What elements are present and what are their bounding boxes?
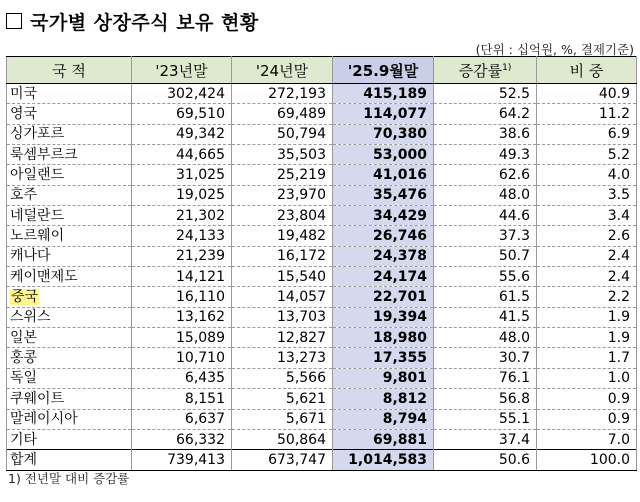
country-cell: 합계: [7, 450, 132, 470]
value-2024-cell: 5,671: [232, 409, 333, 429]
header-2023: '23년말: [132, 57, 232, 84]
share-cell: 3.4: [537, 206, 637, 226]
share-cell: 2.2: [537, 287, 637, 307]
table-row: [7, 226, 637, 246]
value-2025-cell: 24,174: [333, 267, 434, 287]
change-cell: 37.3: [434, 226, 537, 246]
change-cell: 48.0: [434, 328, 537, 348]
header-share: 비 중: [537, 57, 637, 84]
change-cell: 56.8: [434, 389, 537, 409]
share-cell: 2.6: [537, 226, 637, 246]
value-2023-cell: 16,110: [132, 287, 232, 307]
country-cell: 룩셈부르크: [7, 145, 132, 165]
value-2023-cell: 10,710: [132, 348, 232, 368]
table-header-row: [7, 57, 637, 84]
change-cell: 38.6: [434, 124, 537, 144]
value-2023-cell: 31,025: [132, 165, 232, 185]
highlighted-country-label: 중국: [11, 289, 39, 306]
change-cell: 55.1: [434, 409, 537, 429]
value-2024-cell: 12,827: [232, 328, 333, 348]
value-2023-cell: 66,332: [132, 429, 232, 449]
share-cell: 40.9: [537, 84, 637, 104]
table-row: [7, 389, 637, 409]
value-2023-cell: 44,665: [132, 145, 232, 165]
value-2023-cell: 49,342: [132, 124, 232, 144]
value-2025-cell: 34,429: [333, 206, 434, 226]
country-cell: 케이맨제도: [7, 267, 132, 287]
change-cell: 76.1: [434, 368, 537, 388]
header-2024: '24년말: [232, 57, 333, 84]
share-cell: 100.0: [537, 450, 637, 470]
country-cell: 노르웨이: [7, 226, 132, 246]
country-cell: 영국: [7, 104, 132, 124]
holdings-table: [6, 56, 637, 471]
table-row: [7, 368, 637, 388]
share-cell: 1.9: [537, 328, 637, 348]
table-row: [7, 145, 637, 165]
country-cell: 네덜란드: [7, 206, 132, 226]
change-cell: 61.5: [434, 287, 537, 307]
country-cell: [7, 287, 132, 307]
value-2025-cell: 1,014,583: [333, 450, 434, 470]
value-2024-cell: 5,566: [232, 368, 333, 388]
share-cell: 6.9: [537, 124, 637, 144]
value-2023-cell: 21,239: [132, 246, 232, 266]
share-cell: 1.9: [537, 307, 637, 327]
value-2024-cell: 25,219: [232, 165, 333, 185]
title-row: [6, 8, 259, 34]
value-2023-cell: 6,637: [132, 409, 232, 429]
value-2025-cell: 26,746: [333, 226, 434, 246]
value-2023-cell: 24,133: [132, 226, 232, 246]
value-2024-cell: 50,794: [232, 124, 333, 144]
share-cell: 2.4: [537, 267, 637, 287]
country-cell: 말레이시아: [7, 409, 132, 429]
table-row: [7, 185, 637, 205]
value-2025-cell: 70,380: [333, 124, 434, 144]
share-cell: 1.0: [537, 368, 637, 388]
value-2024-cell: 14,057: [232, 287, 333, 307]
value-2023-cell: 8,151: [132, 389, 232, 409]
country-cell: 호주: [7, 185, 132, 205]
footnote: 1) 전년말 대비 증감률: [8, 471, 130, 486]
value-2024-cell: 5,621: [232, 389, 333, 409]
table-row: [7, 267, 637, 287]
header-2025-sep: '25.9월말: [333, 57, 434, 84]
country-cell: 미국: [7, 84, 132, 104]
value-2025-cell: 35,476: [333, 185, 434, 205]
change-cell: 50.7: [434, 246, 537, 266]
share-cell: 4.0: [537, 165, 637, 185]
change-cell: 52.5: [434, 84, 537, 104]
header-change-label: 증감률: [458, 61, 503, 80]
value-2025-cell: 69,881: [333, 429, 434, 449]
value-2025-cell: 53,000: [333, 145, 434, 165]
share-cell: 1.7: [537, 348, 637, 368]
value-2024-cell: 35,503: [232, 145, 333, 165]
value-2023-cell: 19,025: [132, 185, 232, 205]
country-cell: 홍콩: [7, 348, 132, 368]
value-2025-cell: 415,189: [333, 84, 434, 104]
share-cell: 0.9: [537, 409, 637, 429]
country-cell: 기타: [7, 429, 132, 449]
change-cell: 49.3: [434, 145, 537, 165]
checkbox-icon: [6, 13, 22, 29]
table-row: [7, 165, 637, 185]
unit-note: (단위 : 십억원, %, 결제기준): [475, 42, 634, 57]
value-2025-cell: 9,801: [333, 368, 434, 388]
share-cell: 7.0: [537, 429, 637, 449]
header-change: [434, 57, 537, 84]
table-row: [7, 287, 637, 307]
table-row: [7, 84, 637, 104]
footnote-marker: 1): [502, 62, 512, 73]
value-2024-cell: 15,540: [232, 267, 333, 287]
value-2024-cell: 23,970: [232, 185, 333, 205]
table-body: [7, 84, 637, 471]
value-2024-cell: 13,703: [232, 307, 333, 327]
table-row: [7, 409, 637, 429]
value-2023-cell: 739,413: [132, 450, 232, 470]
change-cell: 50.6: [434, 450, 537, 470]
country-cell: 쿠웨이트: [7, 389, 132, 409]
country-cell: 싱가포르: [7, 124, 132, 144]
value-2025-cell: 19,394: [333, 307, 434, 327]
value-2025-cell: 114,077: [333, 104, 434, 124]
country-cell: 독일: [7, 368, 132, 388]
country-cell: 아일랜드: [7, 165, 132, 185]
table-row: [7, 206, 637, 226]
table-row: [7, 307, 637, 327]
value-2025-cell: 22,701: [333, 287, 434, 307]
value-2025-cell: 17,355: [333, 348, 434, 368]
table-row: [7, 429, 637, 449]
value-2023-cell: 21,302: [132, 206, 232, 226]
change-cell: 64.2: [434, 104, 537, 124]
country-cell: 캐나다: [7, 246, 132, 266]
value-2023-cell: 13,162: [132, 307, 232, 327]
country-cell: 스위스: [7, 307, 132, 327]
value-2024-cell: 69,489: [232, 104, 333, 124]
table-row: [7, 348, 637, 368]
change-cell: 44.6: [434, 206, 537, 226]
page-title: 국가별 상장주식 보유 현황: [30, 11, 259, 34]
value-2025-cell: 41,016: [333, 165, 434, 185]
country-cell: 일본: [7, 328, 132, 348]
value-2025-cell: 8,812: [333, 389, 434, 409]
value-2025-cell: 18,980: [333, 328, 434, 348]
share-cell: 2.4: [537, 246, 637, 266]
value-2023-cell: 302,424: [132, 84, 232, 104]
value-2024-cell: 50,864: [232, 429, 333, 449]
value-2024-cell: 673,747: [232, 450, 333, 470]
share-cell: 3.5: [537, 185, 637, 205]
table-row: [7, 104, 637, 124]
value-2024-cell: 23,804: [232, 206, 333, 226]
value-2023-cell: 14,121: [132, 267, 232, 287]
total-row: [7, 450, 637, 470]
share-cell: 5.2: [537, 145, 637, 165]
value-2023-cell: 69,510: [132, 104, 232, 124]
table-row: [7, 246, 637, 266]
value-2024-cell: 19,482: [232, 226, 333, 246]
change-cell: 37.4: [434, 429, 537, 449]
value-2024-cell: 13,273: [232, 348, 333, 368]
value-2023-cell: 15,089: [132, 328, 232, 348]
value-2024-cell: 272,193: [232, 84, 333, 104]
table-row: [7, 124, 637, 144]
share-cell: 0.9: [537, 389, 637, 409]
change-cell: 41.5: [434, 307, 537, 327]
share-cell: 11.2: [537, 104, 637, 124]
change-cell: 48.0: [434, 185, 537, 205]
header-country: 국 적: [7, 57, 132, 84]
change-cell: 55.6: [434, 267, 537, 287]
change-cell: 62.6: [434, 165, 537, 185]
table-row: [7, 328, 637, 348]
value-2023-cell: 6,435: [132, 368, 232, 388]
value-2025-cell: 24,378: [333, 246, 434, 266]
value-2024-cell: 16,172: [232, 246, 333, 266]
value-2025-cell: 8,794: [333, 409, 434, 429]
change-cell: 30.7: [434, 348, 537, 368]
